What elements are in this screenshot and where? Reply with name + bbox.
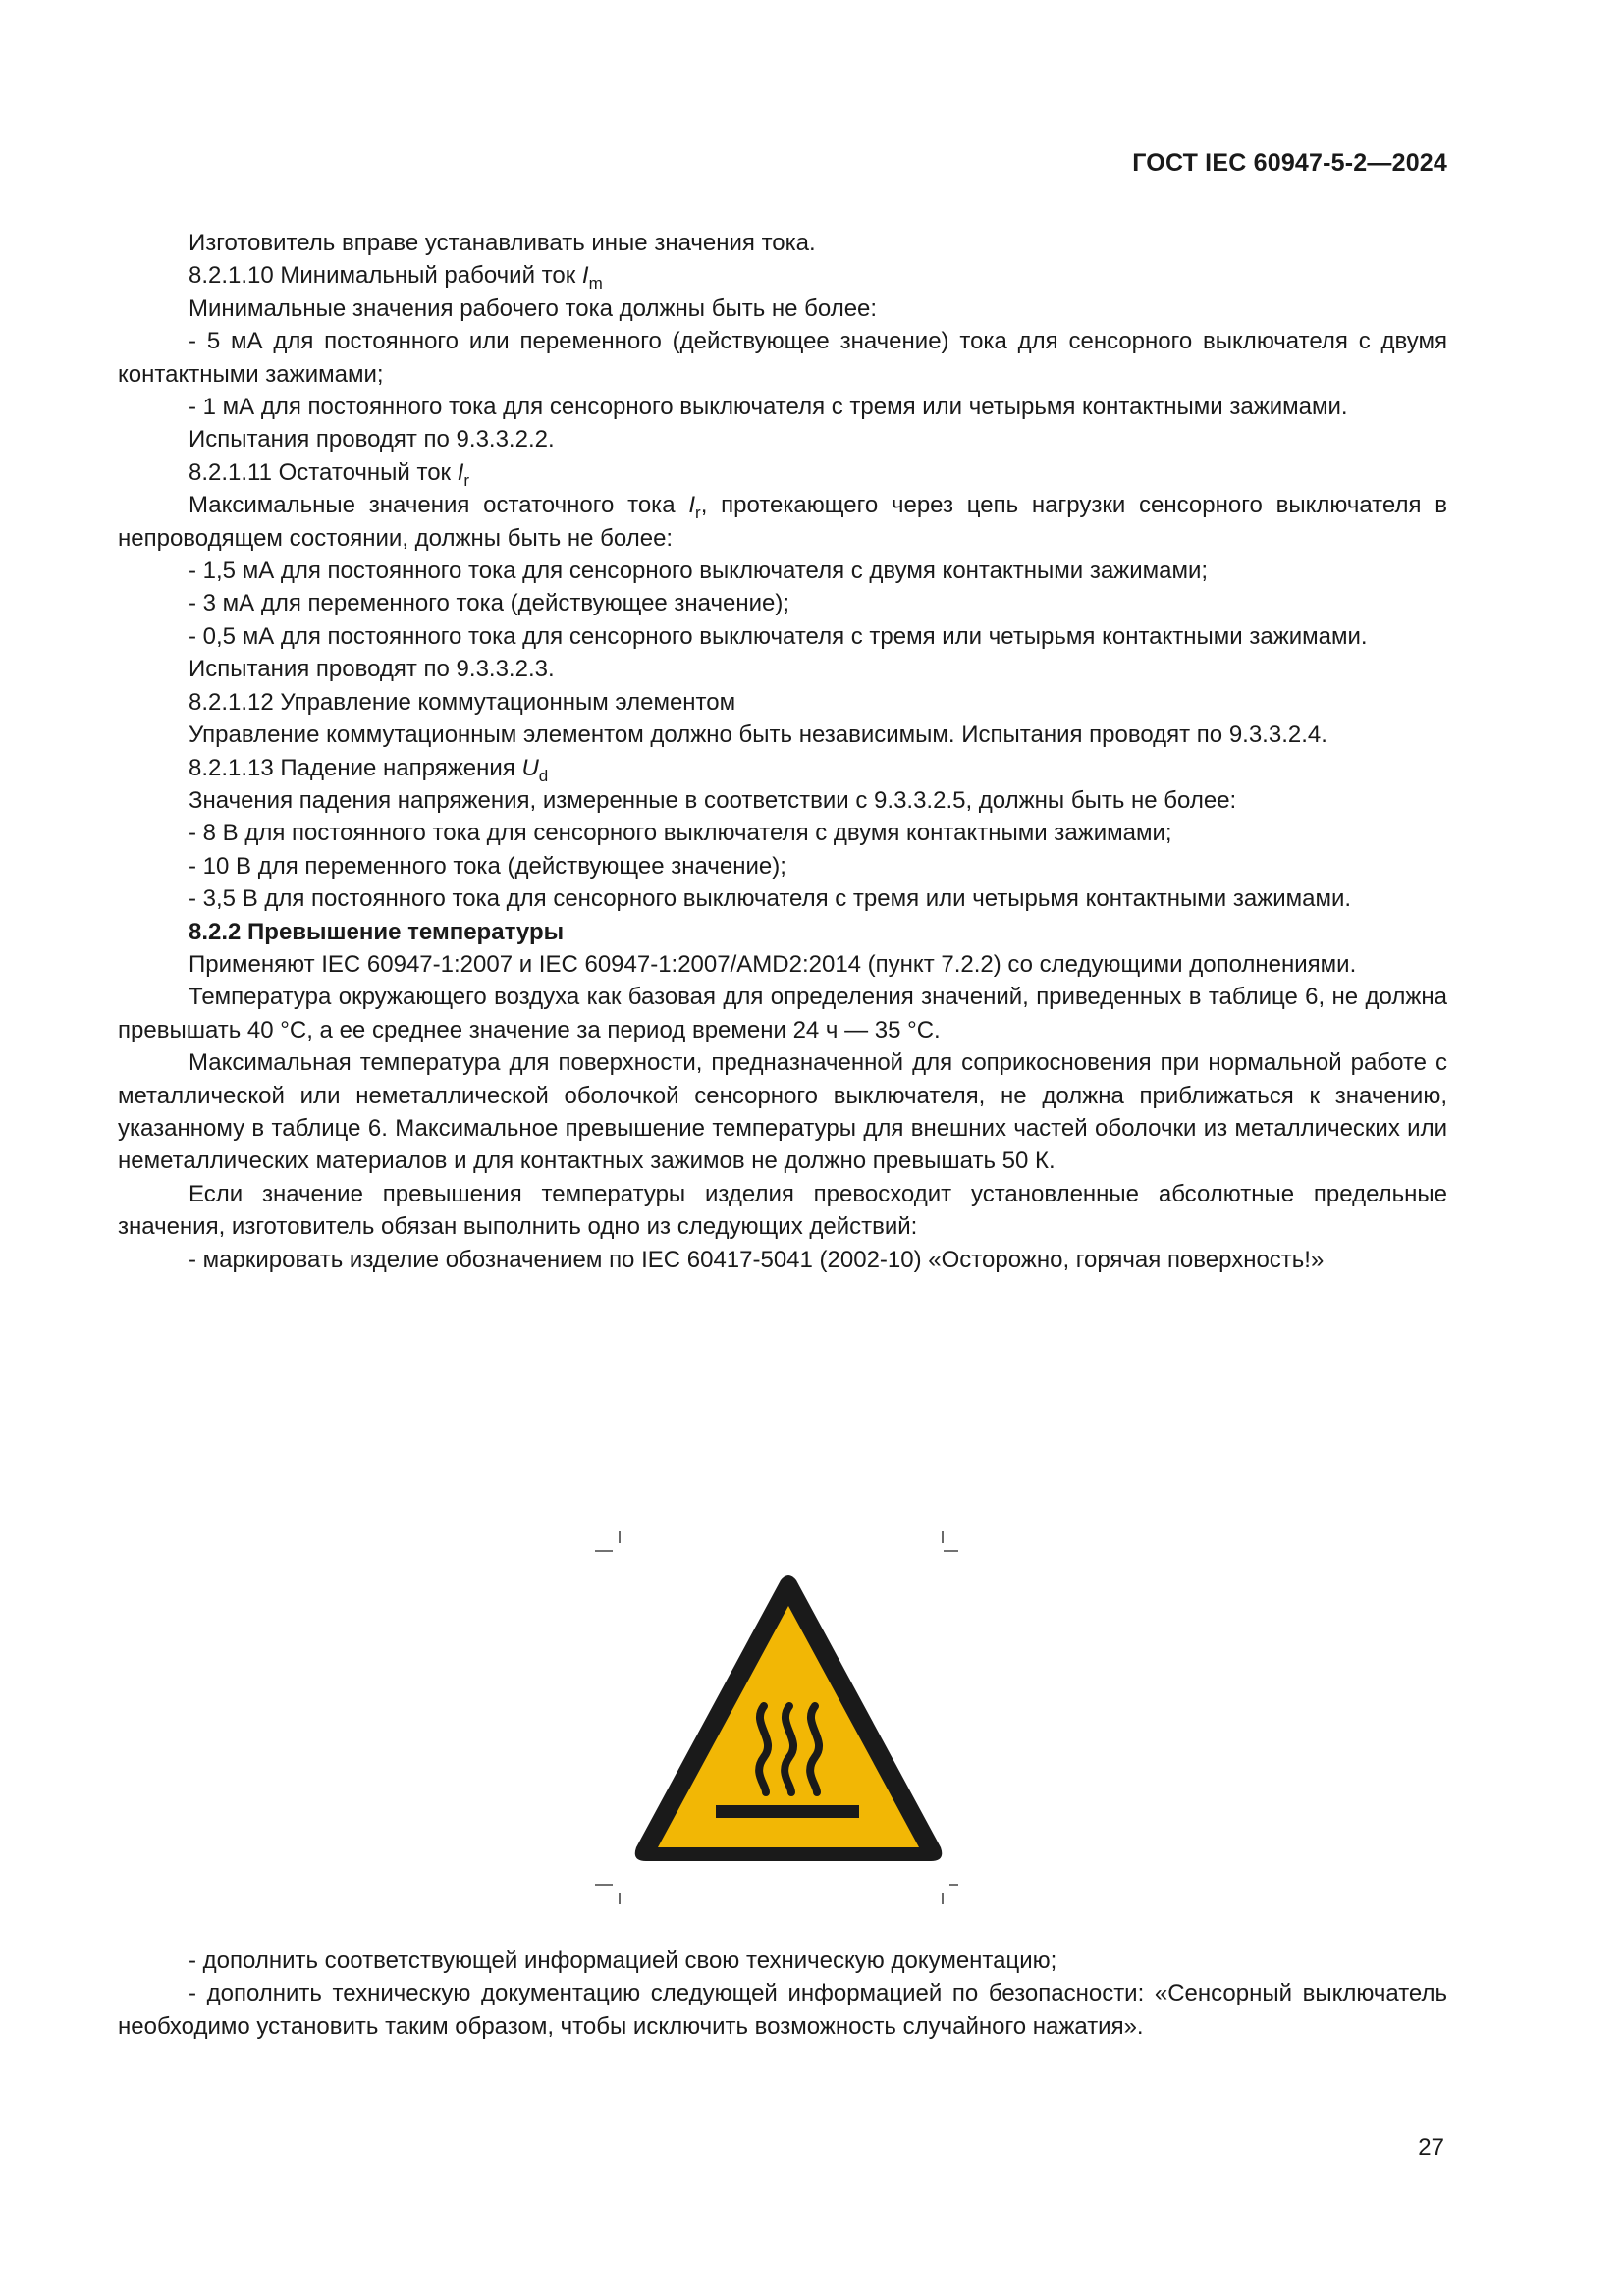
list-item: - дополнить техническую документацию следующей информацией по безопасности: «Сенсорный выключатель необходимо установить таким образом, чтобы исключить возможность случайного нажатия».: [118, 1980, 1447, 2040]
paragraph: Испытания проводят по 9.3.3.2.3.: [189, 656, 555, 683]
document-header: ГОСТ IEC 60947-5-2—2024: [1132, 149, 1447, 177]
variable: I: [457, 458, 464, 486]
clause-title: 8.2.1.13 Падение напряжения: [189, 754, 522, 781]
clause-heading: [118, 752, 1447, 784]
list-item: - 5 мА для постоянного или переменного (действующее значение) тока для сенсорного выключателя с двумя контактными зажимами;: [118, 328, 1447, 388]
body-text: [118, 227, 1447, 1276]
text-run: , протекающего через цепь нагрузки сенсорного выключателя в непроводящем состоянии, должны быть не более:: [118, 492, 1447, 552]
list-item: - 10 В для переменного тока (действующее значение);: [189, 852, 786, 880]
clause-heading: 8.2.1.12 Управление коммутационным элементом: [189, 688, 736, 716]
paragraph: Если значение превышения температуры изделия превосходит установленные абсолютные предельные значения, изготовитель обязан выполнить одно из следующих действий:: [118, 1180, 1447, 1241]
page-number: 27: [1418, 2134, 1444, 2161]
list-item: - 3,5 В для постоянного тока для сенсорного выключателя с тремя или четырьмя контактными зажимами.: [189, 885, 1352, 913]
list-item: - 3 мА для переменного тока (действующее значение);: [189, 590, 790, 617]
paragraph: Испытания проводят по 9.3.3.2.2.: [189, 426, 555, 454]
paragraph: Изготовитель вправе устанавливать иные значения тока.: [189, 230, 816, 256]
clause-title: 8.2.1.11 Остаточный ток: [189, 458, 458, 486]
list-item: - 0,5 мА для постоянного тока для сенсорного выключателя с тремя или четырьмя контактными зажимами.: [189, 622, 1368, 650]
section-heading: 8.2.2 Превышение температуры: [189, 918, 565, 945]
clause-heading: [118, 456, 1447, 489]
subscript: r: [463, 470, 470, 490]
clause-title: 8.2.1.10 Минимальный рабочий ток: [189, 262, 582, 290]
paragraph: Применяют IEC 60947-1:2007 и IEC 60947-1:2007/AMD2:2014 (пункт 7.2.2) со следующими дополнениями.: [189, 950, 1357, 978]
clause-heading: [118, 259, 1447, 292]
hot-surface-warning-icon: [585, 1529, 958, 1922]
paragraph: Управление коммутационным элементом должно быть независимым. Испытания проводят по 9.3.3.2.4.: [189, 721, 1327, 749]
variable: I: [688, 492, 696, 519]
list-item: - 1,5 мА для постоянного тока для сенсорного выключателя с двумя контактными зажимами;: [189, 558, 1209, 585]
list-item: - 1 мА для постоянного тока для сенсорного выключателя с тремя или четырьмя контактными зажимами.: [189, 394, 1348, 421]
paragraph: Температура окружающего воздуха как базовая для определения значений, приведенных в таблице 6, не должна превышать 40 °С, а ее среднее значение за период времени 24 ч — 35 °С.: [118, 984, 1447, 1043]
hot-surface-symbol: [585, 1529, 958, 1922]
variable: I: [581, 262, 589, 290]
paragraph: Минимальные значения рабочего тока должны быть не более:: [189, 294, 878, 322]
subscript: m: [588, 274, 603, 294]
paragraph: Максимальная температура для поверхности, предназначенной для соприкосновения при нормальной работе с металлической или неметаллической оболочкой сенсорного выключателя, не должна приближаться к значению, указанному в таблице 6. Максимальное превышение температуры для внешних частей оболочки из металлических или неметаллических материалов и для контактных зажимов не должно превышать 50 К.: [118, 1049, 1447, 1175]
variable: U: [521, 754, 539, 781]
text-run: Максимальные значения остаточного тока: [189, 492, 689, 519]
paragraph: [118, 489, 1447, 555]
subscript: d: [538, 766, 549, 785]
hot-surface-bar: [716, 1805, 859, 1818]
subscript: r: [695, 504, 701, 523]
list-item: - дополнить соответствующей информацией свою техническую документацию;: [189, 1948, 1057, 1974]
tail-text: [118, 1945, 1447, 2043]
paragraph: Значения падения напряжения, измеренные в соответствии с 9.3.3.2.5, должны быть не более:: [189, 786, 1237, 814]
list-item: - 8 В для постоянного тока для сенсорного выключателя с двумя контактными зажимами;: [189, 820, 1172, 847]
list-item: - маркировать изделие обозначением по IEC 60417-5041 (2002-10) «Осторожно, горячая поверхность!»: [189, 1246, 1325, 1273]
